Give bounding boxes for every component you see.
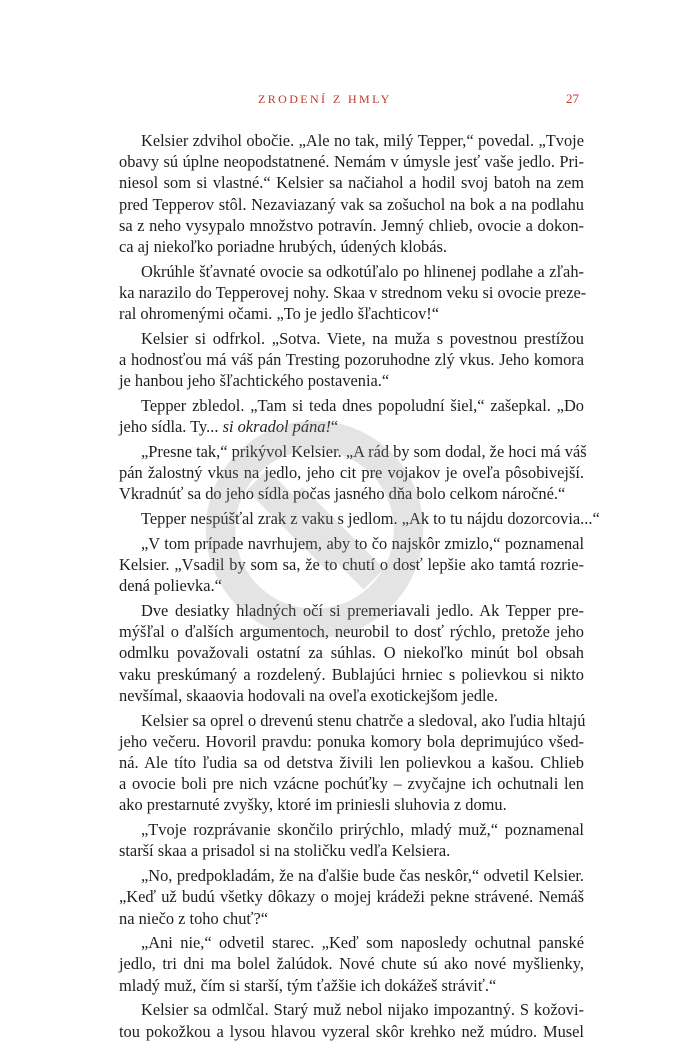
text-line: Dve desiatky hladných očí si premeriavali jedlo. Ak Tepper pre-: [141, 601, 584, 621]
text-line: starší skaa a prisadol si na stoličku vedľa Kelsiera.: [119, 841, 451, 861]
text-line: Okrúhle šťavnaté ovocie sa odkotúľalo po hlinenej podlahe a zľah-: [141, 261, 584, 281]
body-text: [119, 130, 600, 1045]
text-line: mladý muž, čím si starší, tým ťažšie ich dokážeš stráviť.“: [119, 975, 497, 995]
paragraph: [119, 130, 584, 257]
text-line: nevšímal, skaaovia hodovali na oveľa exotickejšom jedle.: [119, 685, 498, 705]
page-number: 27: [566, 91, 579, 106]
paragraph: [119, 710, 584, 816]
text-line: Kelsier si odfrkol. „Sotva. Viete, na muža s povestnou prestížou: [141, 328, 584, 348]
text-line: obavy sú úplne neopodstatnené. Nemám v úmysle jesť vaše jedlo. Pri-: [119, 152, 584, 172]
text-line: tou pokožkou a lysou hlavou vyzeral skôr krehko než múdro. Musel: [119, 1021, 584, 1041]
paragraph: [119, 600, 584, 706]
paragraph: [119, 932, 584, 996]
text-line: jedlo, tri dni ma bolel žalúdok. Nové chute sú ako nové myšlienky,: [119, 954, 584, 974]
paragraph: [119, 395, 584, 437]
text-line: a ovocie boli pre nich vzácne pochúťky – zvyčajne ich ochutnali len: [119, 774, 584, 794]
paragraph: [119, 865, 584, 929]
text-line: jeho sídla. Ty... si okradol pána!“: [119, 417, 339, 437]
paragraph: [119, 328, 584, 392]
paragraph: [119, 441, 587, 505]
paragraph: [119, 999, 584, 1041]
text-line: Kelsier sa oprel o drevenú stenu chatrče a sledoval, ako ľudia hltajú: [141, 710, 586, 730]
paragraph: [119, 533, 584, 597]
text-line: niesol som si vlastné.“ Kelsier sa načiahol a hodil svoj batoh na zem: [119, 173, 584, 193]
text-line: jeho večeru. Hovoril pravdu: ponuka komory bola deprimujúco všed-: [119, 731, 584, 751]
paragraph: [119, 261, 587, 325]
text-line: ná. Ale títo ľudia sa od detstva živili len polievkou a kašou. Chlieb: [119, 753, 584, 772]
text-line: dená polievka.“: [119, 576, 222, 596]
text-line: odmlku považovali ostatní za súhlas. O niekoľko minút bol obsah: [119, 643, 584, 663]
header-title: ZRODENÍ Z HMLY: [258, 92, 392, 106]
text-line: Tepper zbledol. „Tam si teda dnes popoludní šiel,“ zašepkal. „Do: [141, 396, 584, 416]
text-line: ako prestarnuté zvyšky, ktoré im priniesli sluhovia z domu.: [119, 795, 507, 815]
text-line: pred Tepperov stôl. Nezaviazaný vak sa zošuchol na bok a na podlahu: [119, 194, 584, 214]
text-line: ral ohromenými očami. „To je jedlo šľachticov!“: [119, 304, 440, 324]
text-line: Vkradnúť sa do jeho sídla počas jasného dňa bolo celkom náročné.“: [119, 484, 566, 504]
text-line: „Ani nie,“ odvetil starec. „Keď som naposledy ochutnal panské: [141, 933, 584, 953]
text-line: pán žalostný vkus na jedlo, jeho cit pre vojakov je oveľa pôsobivejší.: [119, 463, 584, 483]
text-line: mýšľal o ďalších argumentoch, neurobil to dosť rýchlo, pretože jeho: [119, 622, 584, 642]
paragraph: [119, 508, 600, 529]
text-line: ka narazilo do Tepperovej nohy. Skaa v strednom veku si ovocie preze-: [119, 282, 587, 302]
text-line: „Tvoje rozprávanie skončilo prirýchlo, mladý muž,“ poznamenal: [141, 820, 584, 840]
text-line: sa z neho vysypalo množstvo potravín. Jemný chlieb, ovocie a dokon-: [119, 215, 584, 235]
italic-phrase: si okradol pána!: [222, 417, 331, 437]
text-line: ca aj niekoľko poriadne hrubých, údených klobás.: [119, 236, 447, 256]
text-line: Kelsier sa odmlčal. Starý muž nebol nijako impozantný. S kožovi-: [141, 1000, 584, 1020]
paragraph: [119, 819, 584, 861]
text-line: Tepper nespúšťal zrak z vaku s jedlom. „Ak to tu nájdu dozorcovia...“: [141, 509, 600, 529]
text-line: „V tom prípade navrhujem, aby to čo najskôr zmizlo,“ poznamenal: [141, 533, 584, 553]
text-line: „No, predpokladám, že na ďalšie bude čas neskôr,“ odvetil Kelsier.: [141, 866, 584, 886]
text-line: je hanbou jeho šľachtického postavenia.“: [119, 371, 390, 391]
text-line: Kelsier zdvihol obočie. „Ale no tak, milý Tepper,“ povedal. „Tvoje: [141, 131, 584, 150]
text-line: „Keď už budú všetky dôkazy o mojej krádeži pekne strávené. Nemáš: [119, 887, 584, 907]
text-line: vaku preskúmaný a rozdelený. Bublajúci hrniec s polievkou si nikto: [119, 664, 584, 684]
text-line: Kelsier. „Vsadil by som sa, že to chutí o dosť lepšie ako tamtá rozrie-: [119, 555, 584, 575]
text-line: a hodnosťou má váš pán Tresting pozoruhodne zlý vkus. Jeho komora: [119, 350, 584, 370]
text-line: na niečo z toho chuť?“: [119, 908, 268, 928]
text-line: „Presne tak,“ prikývol Kelsier. „A rád by som dodal, že hoci má váš: [141, 442, 587, 461]
